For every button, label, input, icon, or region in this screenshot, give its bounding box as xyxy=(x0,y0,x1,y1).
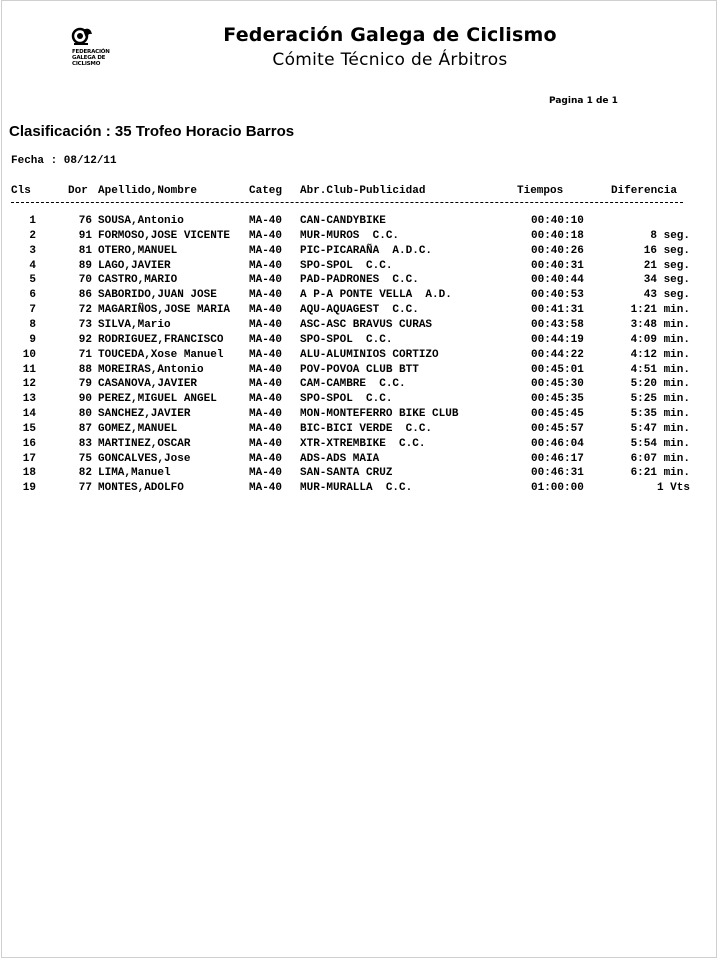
table-row xyxy=(0,260,720,275)
cell-rank: 19 xyxy=(22,482,36,495)
cell-bib-number: 83 xyxy=(78,437,92,450)
cell-finish-time: 00:45:45 xyxy=(531,408,584,421)
cell-rider-name: CASTRO,MARIO xyxy=(98,274,178,287)
cell-rank: 10 xyxy=(22,348,36,361)
cell-time-difference: 5:35 min. xyxy=(630,408,690,421)
table-row xyxy=(0,230,720,245)
cell-category: MA-40 xyxy=(249,393,283,406)
cell-finish-time: 00:46:17 xyxy=(531,452,584,465)
table-row xyxy=(0,349,720,364)
col-header-dor: Dor xyxy=(68,185,88,197)
cell-rank: 2 xyxy=(29,229,36,242)
cell-rider-name: LIMA,Manuel xyxy=(98,467,171,480)
cell-time-difference: 4:09 min. xyxy=(630,333,690,346)
cell-bib-number: 88 xyxy=(78,363,92,376)
cell-rank: 16 xyxy=(22,437,36,450)
col-header-cls: Cls xyxy=(11,185,31,197)
cell-club-name: PIC-PICARAÑA A.D.C. xyxy=(300,244,433,257)
cell-rank: 14 xyxy=(22,408,36,421)
org-title: Federación Galega de Ciclismo xyxy=(223,24,557,46)
cell-rider-name: GOMEZ,MANUEL xyxy=(98,422,178,435)
cell-rider-name: SABORIDO,JUAN JOSE xyxy=(98,289,217,302)
cell-rider-name: MOREIRAS,Antonio xyxy=(98,363,204,376)
header-divider xyxy=(11,202,683,211)
cell-category: MA-40 xyxy=(249,482,283,495)
cell-category: MA-40 xyxy=(249,363,283,376)
cell-finish-time: 00:44:19 xyxy=(531,333,584,346)
cell-club-name: CAM-CAMBRE C.C. xyxy=(300,378,406,391)
cell-finish-time: 00:46:31 xyxy=(531,467,584,480)
cell-finish-time: 00:45:35 xyxy=(531,393,584,406)
cell-time-difference: 6:07 min. xyxy=(630,452,690,465)
cell-time-difference: 4:51 min. xyxy=(630,363,690,376)
cell-time-difference: 4:12 min. xyxy=(630,348,690,361)
cell-club-name: SPO-SPOL C.C. xyxy=(300,393,393,406)
table-row xyxy=(0,245,720,260)
cell-category: MA-40 xyxy=(249,348,283,361)
cell-bib-number: 86 xyxy=(78,289,92,302)
cell-category: MA-40 xyxy=(249,244,283,257)
cell-time-difference: 5:25 min. xyxy=(630,393,690,406)
cell-bib-number: 79 xyxy=(78,378,92,391)
cell-rank: 9 xyxy=(29,333,36,346)
cell-bib-number: 80 xyxy=(78,408,92,421)
cell-club-name: ADS-ADS MAIA xyxy=(300,452,380,465)
cell-rank: 13 xyxy=(22,393,36,406)
cell-category: MA-40 xyxy=(249,289,283,302)
cell-category: MA-40 xyxy=(249,437,283,450)
cell-time-difference: 1 Vts xyxy=(656,482,690,495)
table-row xyxy=(0,393,720,408)
cell-bib-number: 77 xyxy=(78,482,92,495)
cell-rider-name: OTERO,MANUEL xyxy=(98,244,178,257)
cell-rider-name: GONCALVES,Jose xyxy=(98,452,191,465)
classification-title: Clasificación : 35 Trofeo Horacio Barros xyxy=(9,123,295,140)
cell-bib-number: 82 xyxy=(78,467,92,480)
table-row xyxy=(0,423,720,438)
cell-finish-time: 00:46:04 xyxy=(531,437,584,450)
cell-rider-name: FORMOSO,JOSE VICENTE xyxy=(98,229,231,242)
cell-bib-number: 73 xyxy=(78,318,92,331)
cell-club-name: SPO-SPOL C.C. xyxy=(300,259,393,272)
cell-category: MA-40 xyxy=(249,333,283,346)
col-header-categ: Categ xyxy=(249,185,283,197)
cell-bib-number: 75 xyxy=(78,452,92,465)
cell-rank: 4 xyxy=(29,259,36,272)
cell-time-difference: 3:48 min. xyxy=(630,318,690,331)
table-row xyxy=(0,289,720,304)
cell-rank: 6 xyxy=(29,289,36,302)
cell-time-difference: 21 seg. xyxy=(643,259,690,272)
cell-rider-name: LAGO,JAVIER xyxy=(98,259,171,272)
cell-rank: 7 xyxy=(29,304,36,317)
cell-time-difference: 34 seg. xyxy=(643,274,690,287)
cell-finish-time: 00:43:58 xyxy=(531,318,584,331)
cell-bib-number: 72 xyxy=(78,304,92,317)
cell-time-difference: 5:54 min. xyxy=(630,437,690,450)
cell-club-name: AQU-AQUAGEST C.C. xyxy=(300,304,419,317)
cell-category: MA-40 xyxy=(249,304,283,317)
cell-club-name: MUR-MUROS C.C. xyxy=(300,229,400,242)
cell-time-difference: 5:47 min. xyxy=(630,422,690,435)
table-row xyxy=(0,408,720,423)
table-row xyxy=(0,334,720,349)
cell-rider-name: RODRIGUEZ,FRANCISCO xyxy=(98,333,224,346)
table-row xyxy=(0,364,720,379)
page-number: Pagina 1 de 1 xyxy=(549,96,618,106)
cell-time-difference: 5:20 min. xyxy=(630,378,690,391)
table-row xyxy=(0,215,720,230)
cell-rank: 15 xyxy=(22,422,36,435)
cell-rider-name: MARTINEZ,OSCAR xyxy=(98,437,191,450)
cell-finish-time: 00:44:22 xyxy=(531,348,584,361)
table-row xyxy=(0,274,720,289)
cell-bib-number: 90 xyxy=(78,393,92,406)
cell-category: MA-40 xyxy=(249,259,283,272)
cell-club-name: SPO-SPOL C.C. xyxy=(300,333,393,346)
table-row xyxy=(0,319,720,334)
cell-bib-number: 89 xyxy=(78,259,92,272)
cell-finish-time: 00:40:26 xyxy=(531,244,584,257)
cell-rank: 1 xyxy=(29,215,36,227)
cell-rank: 11 xyxy=(22,363,36,376)
cell-category: MA-40 xyxy=(249,452,283,465)
cell-club-name: ALU-ALUMINIOS CORTIZO xyxy=(300,348,439,361)
table-row xyxy=(0,438,720,453)
cell-rider-name: SANCHEZ,JAVIER xyxy=(98,408,191,421)
cell-bib-number: 70 xyxy=(78,274,92,287)
cell-bib-number: 92 xyxy=(78,333,92,346)
cell-time-difference: 6:21 min. xyxy=(630,467,690,480)
table-row xyxy=(0,378,720,393)
cell-rider-name: SOUSA,Antonio xyxy=(98,215,184,227)
col-header-name: Apellido,Nombre xyxy=(98,185,198,197)
cell-finish-time: 00:45:57 xyxy=(531,422,584,435)
cell-rank: 17 xyxy=(22,452,36,465)
cell-rank: 12 xyxy=(22,378,36,391)
cell-finish-time: 00:40:44 xyxy=(531,274,584,287)
table-row xyxy=(0,453,720,468)
cell-rank: 3 xyxy=(29,244,36,257)
cell-bib-number: 71 xyxy=(78,348,92,361)
cell-category: MA-40 xyxy=(249,318,283,331)
cell-rider-name: SILVA,Mario xyxy=(98,318,171,331)
logo-text: FEDERACIÓN GALEGA DE CICLISMO xyxy=(72,49,110,67)
cell-time-difference: 43 seg. xyxy=(643,289,690,302)
cell-finish-time: 00:40:10 xyxy=(531,215,584,227)
cell-finish-time: 00:41:31 xyxy=(531,304,584,317)
cell-rider-name: TOUCEDA,Xose Manuel xyxy=(98,348,224,361)
cell-finish-time: 00:45:30 xyxy=(531,378,584,391)
cell-bib-number: 76 xyxy=(78,215,92,227)
cell-bib-number: 81 xyxy=(78,244,92,257)
cell-club-name: A P-A PONTE VELLA A.D. xyxy=(300,289,452,302)
cell-category: MA-40 xyxy=(249,422,283,435)
cell-club-name: ASC-ASC BRAVUS CURAS xyxy=(300,318,433,331)
table-row xyxy=(0,482,720,497)
cell-finish-time: 00:40:31 xyxy=(531,259,584,272)
cell-club-name: MUR-MURALLA C.C. xyxy=(300,482,413,495)
cell-rider-name: CASANOVA,JAVIER xyxy=(98,378,198,391)
table-row xyxy=(0,467,720,482)
cell-category: MA-40 xyxy=(249,378,283,391)
cell-category: MA-40 xyxy=(249,274,283,287)
cell-finish-time: 00:45:01 xyxy=(531,363,584,376)
cell-rider-name: PEREZ,MIGUEL ANGEL xyxy=(98,393,217,406)
cell-rank: 8 xyxy=(29,318,36,331)
cell-bib-number: 91 xyxy=(78,229,92,242)
org-subtitle: Cómite Técnico de Árbitros xyxy=(272,50,508,70)
cell-category: MA-40 xyxy=(249,229,283,242)
col-header-tiempos: Tiempos xyxy=(517,185,564,197)
cell-time-difference: 1:21 min. xyxy=(630,304,690,317)
cell-category: MA-40 xyxy=(249,467,283,480)
cell-club-name: XTR-XTREMBIKE C.C. xyxy=(300,437,426,450)
table-row xyxy=(0,304,720,319)
cell-club-name: BIC-BICI VERDE C.C. xyxy=(300,422,433,435)
cell-club-name: CAN-CANDYBIKE xyxy=(300,215,386,227)
cell-category: MA-40 xyxy=(249,408,283,421)
cell-time-difference: 8 seg. xyxy=(650,229,690,242)
cell-club-name: MON-MONTEFERRO BIKE CLUB xyxy=(300,408,459,421)
cell-club-name: PAD-PADRONES C.C. xyxy=(300,274,419,287)
report-date: Fecha : 08/12/11 xyxy=(11,155,117,167)
col-header-diferencia: Diferencia xyxy=(611,185,678,197)
cell-finish-time: 01:00:00 xyxy=(531,482,584,495)
cell-rider-name: MAGARIÑOS,JOSE MARIA xyxy=(98,304,231,317)
cell-finish-time: 00:40:18 xyxy=(531,229,584,242)
cell-finish-time: 00:40:53 xyxy=(531,289,584,302)
cell-time-difference: 16 seg. xyxy=(643,244,690,257)
cell-club-name: POV-POVOA CLUB BTT xyxy=(300,363,419,376)
cell-rank: 18 xyxy=(22,467,36,480)
cell-rank: 5 xyxy=(29,274,36,287)
cell-bib-number: 87 xyxy=(78,422,92,435)
cell-rider-name: MONTES,ADOLFO xyxy=(98,482,184,495)
col-header-club: Abr.Club-Publicidad xyxy=(300,185,426,197)
cell-club-name: SAN-SANTA CRUZ xyxy=(300,467,393,480)
cell-category: MA-40 xyxy=(249,215,283,227)
